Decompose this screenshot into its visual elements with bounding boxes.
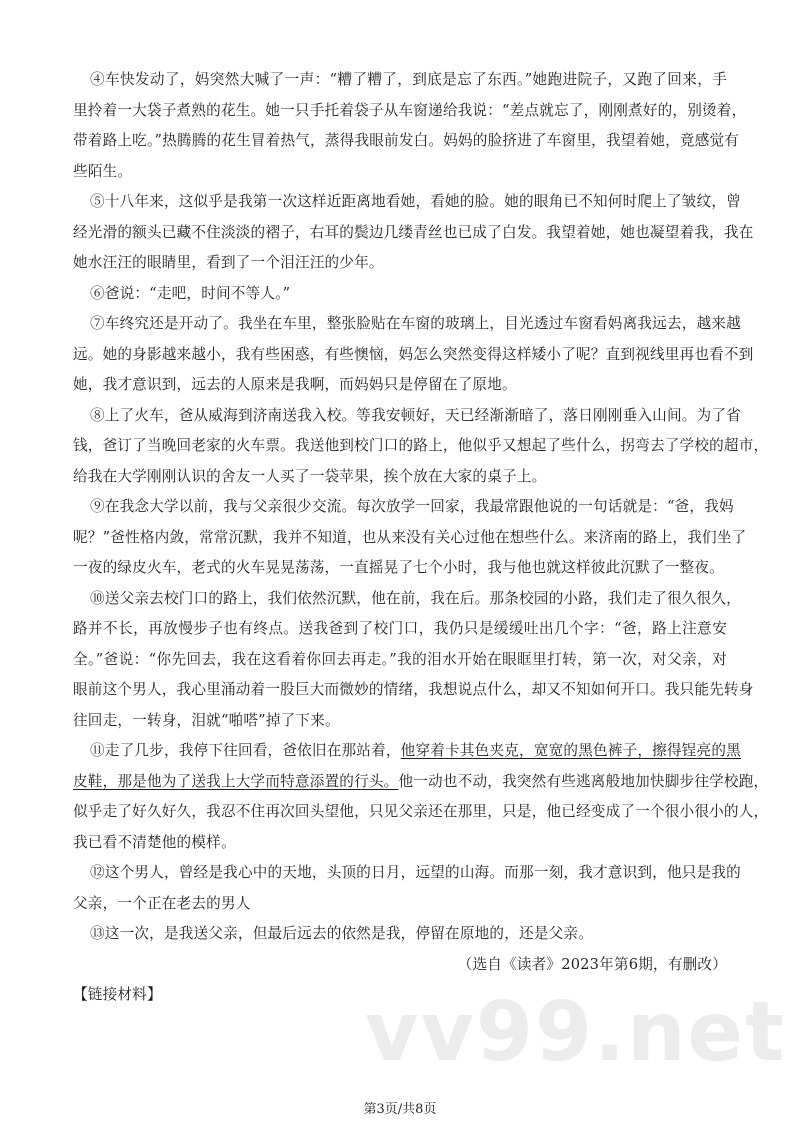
paragraph <box>73 65 747 187</box>
text-line: ⑫这个男人，曾经是我心中的天地，头顶的日月，远望的山海。而那一刻，我才意识到，他只是我的 <box>90 864 741 881</box>
text-line: 经光滑的额头已藏不住淡淡的褶子，右耳的鬓边几缕青丝也已成了白发。我望着她，她也凝望着我，我在 <box>73 223 754 241</box>
underlined-text: 他穿着卡其色夹克，宽宽的黑色裤子，擦得锃亮的黑 <box>400 742 741 759</box>
text-line: 一夜的绿皮火车，老式的火车晃晃荡荡，一直摇晃了七个小时，我与他也就这样彼此沉默了一整夜。 <box>73 559 724 576</box>
document-body <box>73 65 769 1011</box>
text-line: 些陌生。 <box>73 162 133 180</box>
page-footer: 第3页/共8页 <box>363 1102 437 1117</box>
text-line: 里拎着一大袋子煮熟的花生。她一只手托着袋子从车窗递给我说：“差点就忘了，刚刚煮好的，别烫着， <box>73 101 747 119</box>
text-line <box>73 736 741 767</box>
text-line: 路并不长，再放慢步子也有终点。送我爸到了校门口，我仍只是缓缓吐出几个字：“爸，路上注意安 <box>73 620 727 637</box>
text-line: ⑤十八年来，这似乎是我第一次这样近距离地看她，看她的脸。她的眼角已不知何时爬上了皱纹，曾 <box>90 193 741 210</box>
watermark: vv99.net <box>365 985 787 1080</box>
link-material-heading: 【链接材料】 <box>73 986 162 1003</box>
text-line: 似乎走了好久好久，我忍不住再次回头望他，只见父亲还在那里，只是，他已经变成了一个很小很小的人， <box>73 803 769 820</box>
text-line: 带着路上吃。”热腾腾的花生冒着热气，蒸得我眼前发白。妈妈的脸挤进了车窗里，我望着她，竟感觉有 <box>73 132 740 149</box>
text-line: 远。她的身影越来越小，我有些困惑，有些懊恼，妈怎么突然变得这样矮小了呢？直到视线里再也看不到 <box>73 345 754 363</box>
text-line: 给我在大学刚刚认识的舍友一人买了一袋苹果，挨个放在大家的桌子上。 <box>73 467 547 485</box>
text-line: ④车快发动了，妈突然大喊了一声：“糟了糟了，到底是忘了东西。”她跑进院子，又跑了回来，手 <box>90 71 727 88</box>
paragraph-11 <box>73 736 769 858</box>
text-line <box>73 767 769 798</box>
text-line: 她水汪汪的眼睛里，看到了一个泪汪汪的少年。 <box>73 254 384 271</box>
text-line: ⑨在我念大学以前，我与父亲很少交流。每次放学一回家，我最常跟他说的一句话就是：“爸，我妈 <box>90 498 734 515</box>
text-segment: ⑪走了几步，我停下往回看，爸依旧在那站着， <box>90 742 401 759</box>
paragraph-12 <box>73 858 741 919</box>
paragraph-13: ⑬这一次，是我送父亲，但最后远去的依然是我，停留在原地的，还是父亲。 <box>90 925 593 942</box>
text-line: ⑧上了火车，爸从威海到济南送我入校。等我安顿好，天已经渐渐暗了，落日刚刚垂入山间。为了省 <box>90 406 741 424</box>
paragraph <box>73 401 769 493</box>
paragraph <box>73 187 754 279</box>
text-line: ⑩送父亲去校门口的路上，我们依然沉默，他在前，我在后。那条校园的小路，我们走了很久很久， <box>90 589 741 607</box>
text-line: 我已看不清楚他的模样。 <box>73 833 236 851</box>
text-line: 钱，爸订了当晚回老家的火车票。我送他到校门口的路上，他似乎又想起了些什么，拐弯去了学校的超市， <box>73 437 769 454</box>
paragraph <box>73 309 754 401</box>
text-line: 眼前这个男人，我心里涌动着一股巨大而微妙的情绪，我想说点什么，却又不知如何开口。我只能先转身 <box>73 681 754 698</box>
text-line: 她，我才意识到，远去的人原来是我啊，而妈妈只是停留在了原地。 <box>73 376 517 393</box>
text-line: ⑦车终究还是开动了。我坐在车里，整张脸贴在车窗的玻璃上，目光透过车窗看妈离我远去，越来越 <box>90 315 741 332</box>
text-line: ⑥爸说：“走吧，时间不等人。” <box>90 284 291 302</box>
underlined-text: 皮鞋，那是他为了送我上大学而特意添置的行头。 <box>73 772 399 790</box>
source-citation: （选自《读者》2023年第6期，有删改） <box>457 955 727 973</box>
paragraph <box>73 279 727 310</box>
article-paragraphs <box>73 65 769 736</box>
text-line: 呢？”爸性格内敛，常常沉默，我并不知道，也从来没有关心过他在想些什么。来济南的路上，我们坐了 <box>73 528 747 546</box>
text-line: 全。”爸说：“你先回去，我在这看着你回去再走。”我的泪水开始在眼眶里打转，第一次，对父亲，对 <box>73 650 727 668</box>
text-line: 父亲，一个正在老去的男人 <box>73 894 251 912</box>
paragraph <box>73 584 754 737</box>
text-line: 往回走，一转身，泪就“啪嗒”掉了下来。 <box>73 711 340 729</box>
text-segment: 他一动也不动，我突然有些逃离般地加快脚步往学校跑， <box>398 772 769 790</box>
paragraph <box>73 492 747 584</box>
